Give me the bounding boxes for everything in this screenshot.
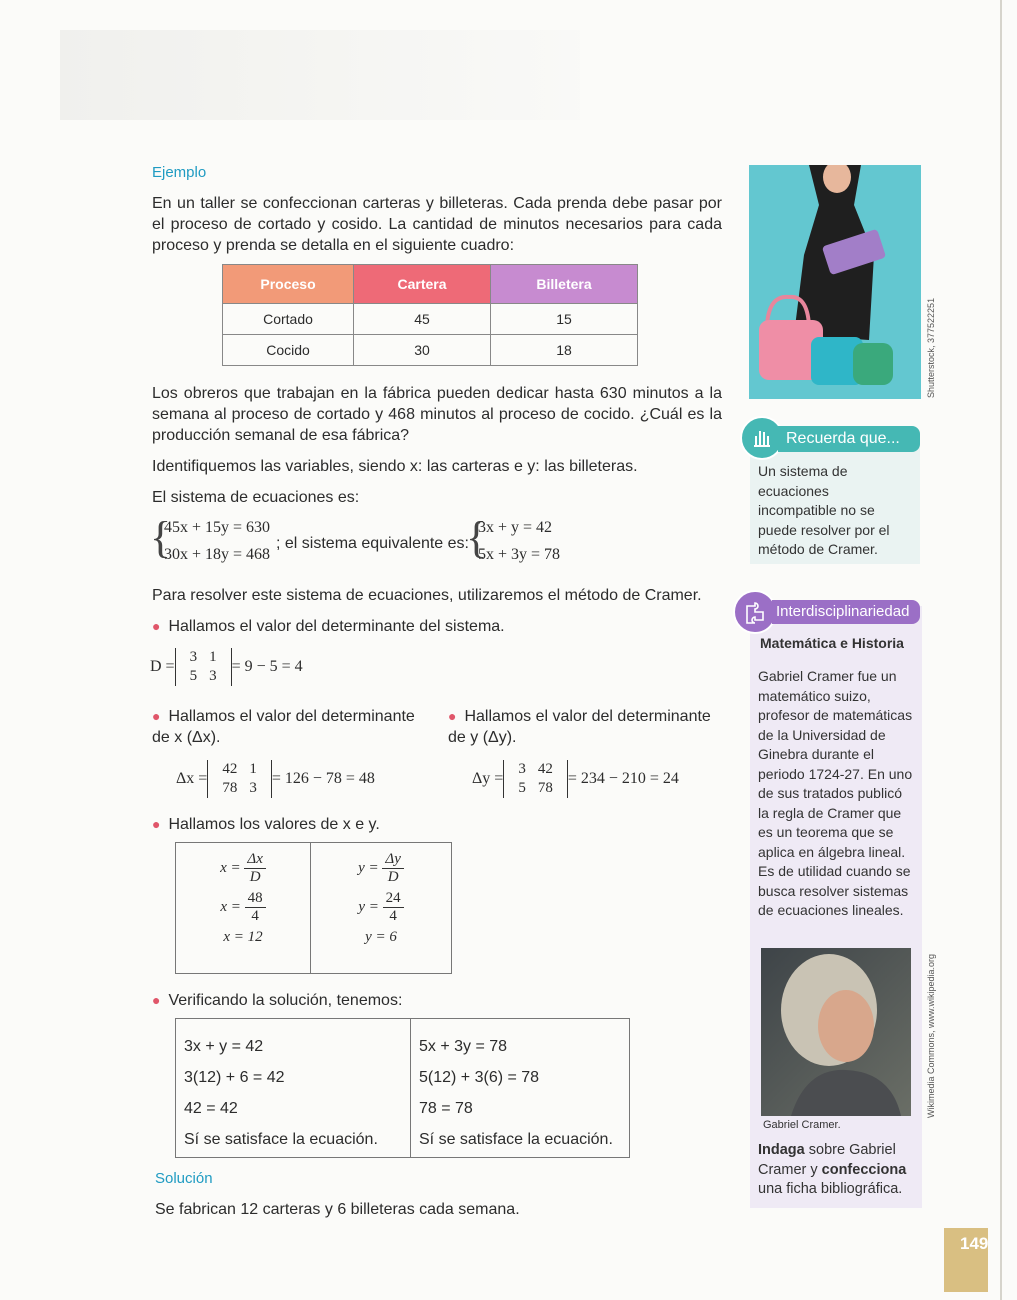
example-intro: En un taller se confeccionan carteras y billeteras. Cada prenda debe pasar por el proceso de cortado y cosido. La cantidad de minutos necesarios para cada proceso y prenda se detalla en el siguiente cuadro: — [152, 195, 722, 254]
table-header-proceso: Proceso — [223, 265, 354, 304]
step-1 — [152, 616, 505, 637]
step-2y — [448, 706, 724, 748]
task-text — [758, 1141, 908, 1200]
verify-line: 3x + y = 42 — [184, 1038, 264, 1055]
inter-subtitle: Matemática e Historia — [760, 635, 904, 651]
table-cell: Cortado — [223, 304, 354, 335]
d-result: = 9 − 5 = 4 — [231, 658, 303, 675]
matrix-cell: 78 — [537, 780, 553, 796]
table-header-cartera: Cartera — [354, 265, 491, 304]
table-row — [223, 335, 638, 366]
solution-heading: Solución — [155, 1170, 213, 1187]
x-calculation — [176, 843, 311, 973]
table-header-billetera: Billetera — [491, 265, 638, 304]
y-final: y = 6 — [365, 929, 397, 945]
verify-right — [411, 1019, 629, 1157]
verify-line: 78 = 78 — [419, 1100, 473, 1117]
matrix-cell: 5 — [518, 780, 526, 796]
handbags-illustration — [749, 165, 921, 399]
d-matrix — [175, 648, 232, 686]
verify-line: 42 = 42 — [184, 1100, 238, 1117]
bullet-icon: ● — [448, 708, 457, 724]
solution-text: Se fabrican 12 carteras y 6 billeteras cada semana. — [155, 1201, 520, 1218]
step-1-text: Hallamos el valor del determinante del sistema. — [168, 618, 505, 635]
table-cell: 15 — [491, 304, 638, 335]
y-den: D — [387, 869, 399, 885]
step-3-text: Hallamos los valores de x e y. — [168, 816, 380, 833]
d-label: D = — [150, 658, 175, 675]
dy-matrix — [503, 760, 568, 798]
verify-line: 5(12) + 3(6) = 78 — [419, 1069, 540, 1086]
step-3 — [152, 814, 380, 835]
matrix-cell: 3 — [249, 780, 257, 796]
system-equation-1: 45x + 15y = 630 — [164, 519, 271, 536]
bullet-icon: ● — [152, 816, 161, 832]
portrait-caption: Gabriel Cramer. — [763, 1119, 841, 1131]
values-box — [175, 842, 452, 974]
x-lhs: x = — [220, 859, 241, 876]
table-row — [223, 304, 638, 335]
puzzle-icon — [733, 590, 777, 634]
determinant-dx — [176, 760, 375, 798]
matrix-cell: 42 — [537, 761, 553, 777]
verification-box — [175, 1018, 630, 1158]
matrix-cell: 42 — [222, 761, 238, 777]
verify-left — [176, 1019, 411, 1157]
step-2y-text: Hallamos el valor del determinante de y (Δy). — [448, 708, 711, 746]
determinant-D — [150, 648, 303, 686]
y-num: Δy — [382, 851, 403, 869]
problem-statement: Los obreros que trabajan en la fábrica pueden dedicar hasta 630 minutos a la semana al proceso de cortado y 468 minutos al proceso de cocido. ¿Cuál es la producción semanal de esa fábrica? — [152, 385, 722, 444]
inter-text: Gabriel Cramer fue un matemático suizo, profesor de matemáticas de la Universidad de Ginebra durante el periodo 1724-27. En uno de sus tratados publicó la regla de Cramer que es un teorema que se aplica en álgebra lineal. Es de utilidad cuando se busca resolver sistemas de ecuaciones lineales. — [758, 668, 913, 918]
step-2x — [152, 706, 432, 748]
x-final: x = 12 — [223, 929, 263, 945]
matrix-cell: 3 — [189, 649, 198, 665]
matrix-cell: 3 — [209, 668, 217, 684]
cramer-portrait-illustration — [761, 948, 911, 1116]
y-lhs: y = — [358, 898, 379, 915]
bullet-icon: ● — [152, 992, 161, 1008]
bullet-icon: ● — [152, 618, 161, 634]
matrix-cell: 5 — [189, 668, 198, 684]
x-den: 4 — [251, 908, 259, 924]
step-2x-text: Hallamos el valor del determinante de x (Δx). — [152, 708, 415, 746]
dy-result: = 234 − 210 = 24 — [567, 770, 679, 787]
determinant-dy — [472, 760, 679, 798]
table-cell: 30 — [354, 335, 491, 366]
dy-label: Δy = — [472, 770, 504, 787]
verify-line: Sí se satisface la ecuación. — [184, 1131, 378, 1148]
task-bold-1: Indaga — [758, 1142, 805, 1158]
portrait-credit: Wikimedia Commons, www.wikipedia.org — [926, 953, 936, 1118]
table-cell: 45 — [354, 304, 491, 335]
table-cell: Cocido — [223, 335, 354, 366]
cramer-portrait — [761, 948, 911, 1116]
task-bold-2: confecciona — [821, 1161, 907, 1178]
step-4 — [152, 990, 402, 1011]
cramer-intro: Para resolver este sistema de ecuaciones, utilizaremos el método de Cramer. — [152, 587, 702, 604]
matrix-cell: 78 — [222, 780, 238, 796]
y-num: 24 — [383, 890, 404, 908]
inter-title: Interdisciplinariedad — [772, 600, 920, 624]
y-den: 4 — [389, 908, 397, 924]
y-lhs: y = — [358, 859, 379, 876]
equivalent-label: ; el sistema equivalente es: — [276, 535, 469, 552]
table-cell: 18 — [491, 335, 638, 366]
process-table — [222, 264, 638, 366]
system-intro: El sistema de ecuaciones es: — [152, 489, 360, 506]
y-calculation — [311, 843, 451, 973]
variables-text: Identifiquemos las variables, siendo x: las carteras e y: las billeteras. — [152, 458, 638, 475]
step-4-text: Verificando la solución, tenemos: — [168, 992, 403, 1009]
x-den: D — [249, 869, 261, 885]
example-heading: Ejemplo — [152, 164, 207, 181]
dx-result: = 126 − 78 = 48 — [271, 770, 375, 787]
equiv-equation-1: 3x + y = 42 — [478, 519, 553, 536]
page-number: 149 — [960, 1234, 989, 1253]
page-number-tab — [944, 1228, 988, 1292]
handbags-photo — [749, 165, 921, 399]
task-mid: sobre Gabriel Cramer y — [758, 1142, 896, 1178]
x-num: Δx — [244, 851, 265, 869]
matrix-cell: 1 — [249, 761, 257, 777]
task-end: una ficha bibliográfica. — [758, 1181, 903, 1197]
recuerda-text: Un sistema de ecuaciones incompatible no se puede resolver por el método de Cramer. — [758, 463, 890, 557]
system-equation-2: 30x + 18y = 468 — [164, 546, 271, 563]
x-num: 48 — [245, 890, 266, 908]
recuerda-title: Recuerda que... — [778, 426, 920, 452]
photo-credit: Shutterstock, 377522251 — [926, 297, 936, 398]
dx-label: Δx = — [176, 770, 208, 787]
equiv-equation-2: 5x + 3y = 78 — [478, 546, 561, 563]
verify-line: 5x + 3y = 78 — [419, 1038, 508, 1055]
bullet-icon: ● — [152, 708, 161, 724]
verify-line: 3(12) + 6 = 42 — [184, 1069, 285, 1086]
matrix-cell: 1 — [209, 649, 217, 665]
verify-line: Sí se satisface la ecuación. — [419, 1131, 613, 1148]
x-lhs: x = — [220, 898, 241, 915]
dx-matrix — [207, 760, 272, 798]
page-edge — [1000, 0, 1002, 1300]
matrix-cell: 3 — [518, 761, 526, 777]
faded-header-band — [60, 30, 580, 120]
